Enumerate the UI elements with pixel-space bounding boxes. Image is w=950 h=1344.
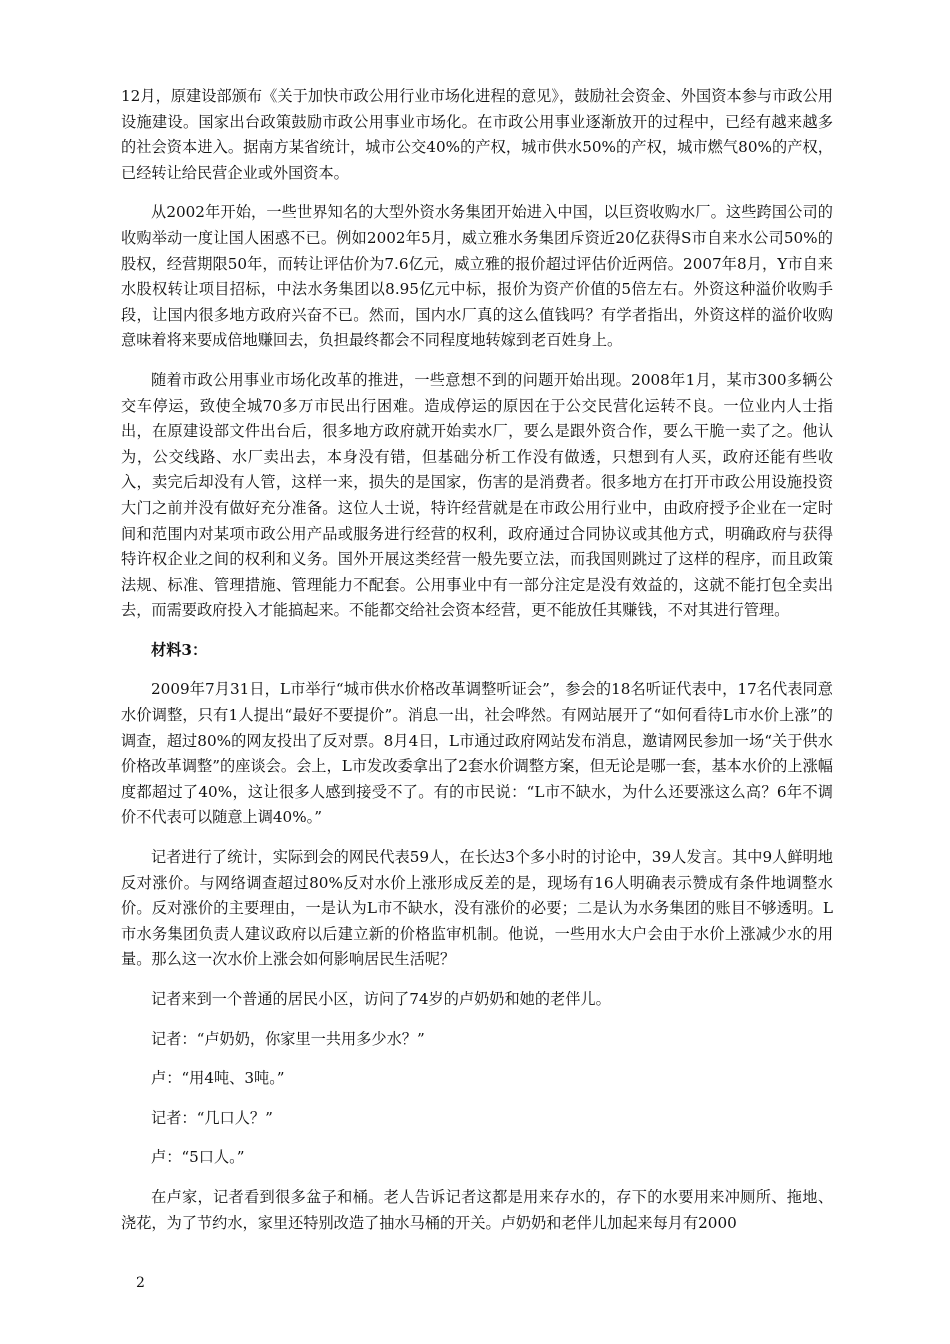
paragraph-2: 从2002年开始，一些世界知名的大型外资水务集团开始进入中国，以巨资收购水厂。这些跨国公司的收购举动一度让国人困惑不已。例如2002年5月，威立雅水务集团斥资近20亿获得S市自来水公司50%的股权，经营期限50年，而转让评估价为7.6亿元，威立雅的报价超过评估价近两倍。2007年8月，Y市自来水股权转让项目招标，中法水务集团以8.95亿元中标，报价为资产价值的5倍左右。外资这种溢价收购手段，让国内很多地方政府兴奋不已。然而，国内水厂真的这么值钱吗？有学者指出，外资这样的溢价收购意味着将来要成倍地赚回去，负担最终都会不同程度地转嫁到老百姓身上。 — [121, 203, 833, 350]
dialogue-line-2: 卢：“用4吨、3吨。” — [151, 1069, 285, 1088]
document-body — [121, 84, 833, 1250]
dialogue-line-1: 记者：“卢奶奶，你家里一共用多少水？” — [151, 1029, 425, 1048]
dialogue-line-4: 卢：“5口人。” — [151, 1148, 245, 1167]
paragraph-6: 记者来到一个普通的居民小区，访问了74岁的卢奶奶和她的老伴儿。 — [151, 990, 611, 1008]
closing-paragraph: 在卢家，记者看到很多盆子和桶。老人告诉记者这都是用来存水的，存下的水要用来冲厕所、拖地、浇花，为了节约水，家里还特别改造了抽水马桶的开关。卢奶奶和老伴儿加起来每月有2000 — [121, 1187, 833, 1232]
paragraph-3: 随着市政公用事业市场化改革的推进，一些意想不到的问题开始出现。2008年1月，某市300多辆公交车停运，致使全城70多万市民出行困难。造成停运的原因在于公交民营化运转不良。一位业内人士指出，在原建设部文件出台后，很多地方政府就开始卖水厂，要么是跟外资合作，要么干脆一卖了之。他认为，公交线路、水厂卖出去，本身没有错，但基础分析工作没有做透，只想到有人买，政府还能有些收入，卖完后却没有人管，这样一来，损失的是国家，伤害的是消费者。很多地方在打开市政公用设施投资大门之前并没有做好充分准备。这位人士说，特许经营就是在市政公用行业中，由政府授予企业在一定时间和范围内对某项市政公用产品或服务进行经营的权利，政府通过合同协议或其他方式，明确政府与获得特许权企业之间的权利和义务。国外开展这类经营一般先要立法，而我国则跳过了这样的程序，而且政策法规、标准、管理措施、管理能力不配套。公用事业中有一部分注定是没有效益的，这就不能打包全卖出去，而需要政府投入才能搞起来。不能都交给社会资本经营，更不能放任其赚钱，不对其进行管理。 — [121, 370, 833, 620]
paragraph-4: 2009年7月31日，L市举行“城市供水价格改革调整听证会”，参会的18名听证代表中，17名代表同意水价调整，只有1人提出“最好不要提价”。消息一出，社会哗然。有网站展开了“如何看待L市水价上涨”的调查，超过80%的网友投出了反对票。8月4日，L市通过政府网站发布消息，邀请网民参加一场“关于供水价格改革调整”的座谈会。会上，L市发改委拿出了2套水价调整方案，但无论是哪一套，基本水价的上涨幅度都超过了40%，这让很多人感到接受不了。有的市民说：“L市不缺水，为什么还要涨这么高？6年不调价不代表可以随意上调40%。” — [121, 680, 833, 827]
section-heading-material-3: 材料3： — [151, 640, 208, 659]
page-number: 2 — [136, 1275, 145, 1291]
dialogue-line-3: 记者：“几口人？” — [151, 1108, 273, 1127]
paragraph-1: 12月，原建设部颁布《关于加快市政公用行业市场化进程的意见》，鼓励社会资金、外国资本参与市政公用设施建设。国家出台政策鼓励市政公用事业市场化。在市政公用事业逐渐放开的过程中，已经有越来越多的社会资本进入。据南方某省统计，城市公交40%的产权，城市供水50%的产权，城市燃气80%的产权，已经转让给民营企业或外国资本。 — [121, 87, 833, 182]
paragraph-5: 记者进行了统计，实际到会的网民代表59人，在长达3个多小时的讨论中，39人发言。其中9人鲜明地反对涨价。与网络调查超过80%反对水价上涨形成反差的是，现场有16人明确表示赞成有条件地调整水价。反对涨价的主要理由，一是认为L市不缺水，没有涨价的必要；二是认为水务集团的账目不够透明。L市水务集团负责人建议政府以后建立新的价格监审机制。他说，一些用水大户会由于水价上涨减少水的用量。那么这一次水价上涨会如何影响居民生活呢？ — [121, 848, 833, 969]
